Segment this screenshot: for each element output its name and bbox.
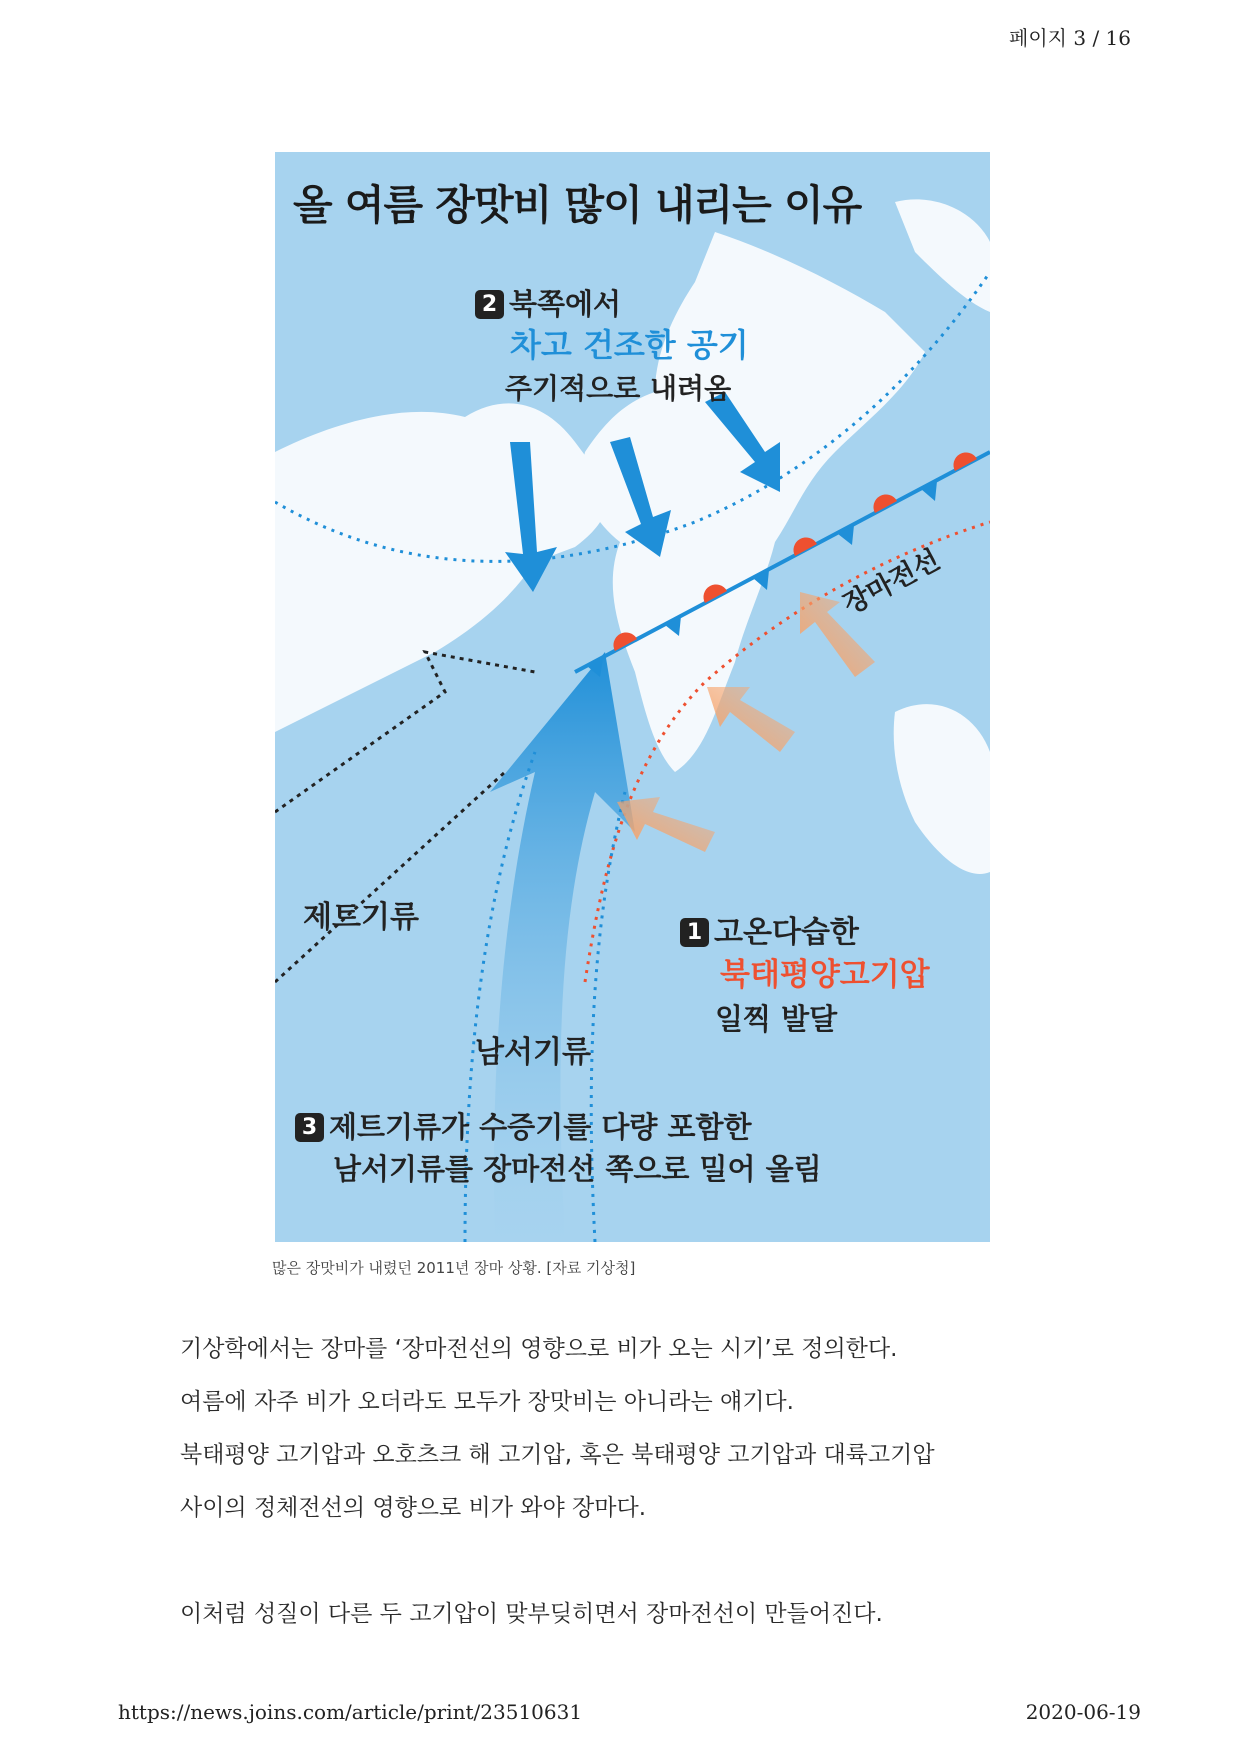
figure-caption: 많은 장맛비가 내렸던 2011년 장마 상황. [자료 기상청] (272, 1259, 636, 1277)
note-3-line-1-text: 제트기류가 수증기를 다량 포함한 (329, 1110, 752, 1144)
note-3-line-2: 남서기류를 장마전선 쪽으로 밀어 올림 (333, 1152, 822, 1186)
article-body (180, 1323, 1080, 1641)
note-1-tail: 일찍 발달 (715, 1002, 838, 1036)
note-3-line-1 (295, 1105, 752, 1146)
badge-1: 1 (680, 918, 709, 947)
footer-date: 2020-06-19 (1025, 1700, 1141, 1724)
infographic-title: 올 여름 장맛비 많이 내리는 이유 (293, 181, 862, 229)
badge-3: 3 (295, 1113, 324, 1142)
body-line: 기상학에서는 장마를 ‘장마전선의 영향으로 비가 오는 시기’로 정의한다. (180, 1336, 898, 1362)
body-line: 북태평양 고기압과 오호츠크 해 고기압, 혹은 북태평양 고기압과 대륙고기압 (180, 1442, 935, 1468)
footer-url: https://news.joins.com/article/print/23510631 (118, 1700, 583, 1724)
body-line: 사이의 정체전선의 영향으로 비가 와야 장마다. (180, 1495, 647, 1521)
southwest-flow-label: 남서기류 (475, 1035, 591, 1070)
infographic-map (275, 152, 990, 1242)
monsoon-infographic (275, 152, 990, 1242)
note-2-heading-text: 북쪽에서 (509, 287, 622, 321)
japan-island (894, 704, 990, 874)
japan-island-north (895, 199, 990, 312)
jet-stream-label: 제트기류 (303, 900, 419, 935)
note-2-highlight: 차고 건조한 공기 (510, 326, 749, 364)
body-closing-line: 이처럼 성질이 다른 두 고기압이 맞부딪히면서 장마전선이 만들어진다. (180, 1601, 883, 1627)
note-1-heading (680, 907, 859, 951)
note-1-highlight: 북태평양고기압 (720, 957, 930, 993)
note-2-tail: 주기적으로 내려옴 (505, 372, 732, 405)
badge-2: 2 (475, 290, 504, 319)
front-label: 장마전선 (838, 544, 945, 621)
body-line: 여름에 자주 비가 오더라도 모두가 장맛비는 아니라는 얘기다. (180, 1389, 794, 1415)
page-number: 페이지 3 / 16 (1009, 26, 1131, 50)
note-2-heading (475, 282, 621, 323)
note-1-heading-text: 고온다습한 (714, 915, 859, 950)
